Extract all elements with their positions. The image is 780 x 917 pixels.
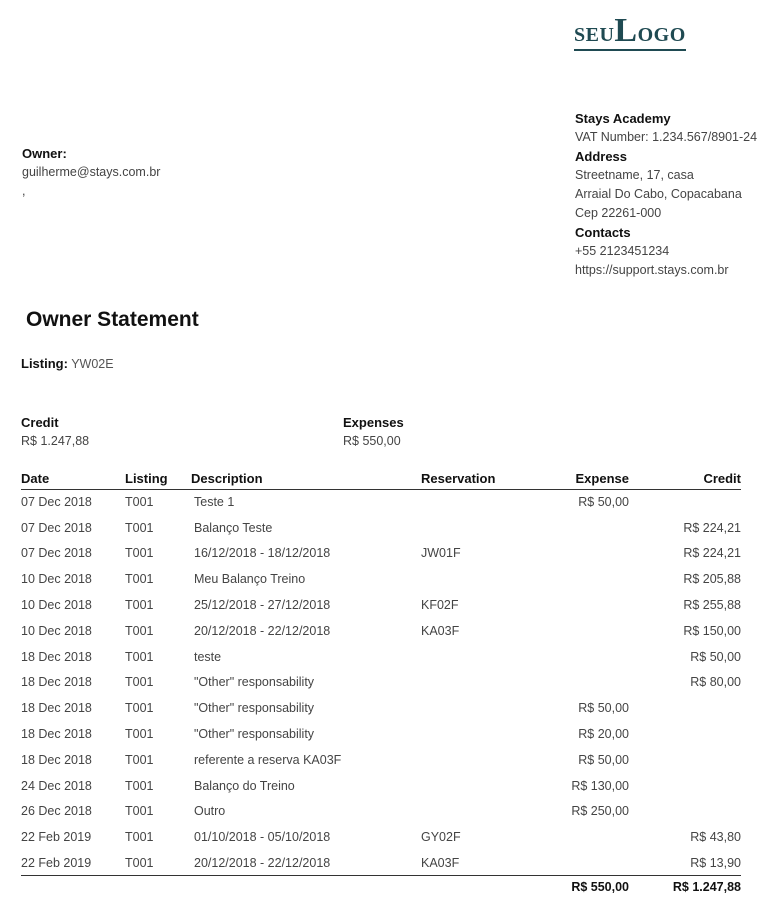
table-row <box>21 644 741 670</box>
owner-email: guilherme@stays.com.br <box>22 165 161 179</box>
table-row <box>21 695 741 721</box>
cell-expense <box>531 592 629 618</box>
cell-credit <box>629 489 741 515</box>
cell-listing: T001 <box>125 855 154 870</box>
cell-date: 07 Dec 2018 <box>21 495 92 510</box>
cell-description: Balanço Teste <box>194 520 273 535</box>
cell-listing: T001 <box>125 727 154 742</box>
table-row <box>21 799 741 825</box>
cell-credit: R$ 80,00 <box>690 675 741 690</box>
cell-expense: R$ 50,00 <box>578 495 629 510</box>
listing-value: YW02E <box>71 357 114 371</box>
cell-reservation: KA03F <box>421 855 460 870</box>
cell-date: 07 Dec 2018 <box>21 520 92 535</box>
owner-block <box>22 144 160 201</box>
cell-expense: R$ 20,00 <box>578 727 629 742</box>
table-row <box>21 824 741 850</box>
cell-date: 22 Feb 2019 <box>21 830 92 845</box>
cell-credit <box>629 799 741 825</box>
table-row <box>21 515 741 541</box>
table-row <box>21 618 741 644</box>
cell-expense <box>531 515 629 541</box>
header-reservation: Reservation <box>421 469 531 489</box>
cell-date: 18 Dec 2018 <box>21 675 92 690</box>
cell-description: Outro <box>194 804 226 819</box>
logo-text-rest: ogo <box>637 17 686 48</box>
table-header-row <box>21 469 741 489</box>
table-row <box>21 670 741 696</box>
cell-credit <box>629 747 741 773</box>
cell-credit: R$ 224,21 <box>683 546 741 561</box>
header-description: Description <box>191 469 421 489</box>
cell-reservation <box>421 566 531 592</box>
address-line-3: Cep 22261-000 <box>575 206 662 220</box>
total-expense: R$ 550,00 <box>531 876 629 898</box>
cell-reservation: KF02F <box>421 598 459 613</box>
table-row <box>21 747 741 773</box>
cell-description: referente a reserva KA03F <box>194 752 342 767</box>
cell-listing: T001 <box>125 623 154 638</box>
totals-spacer <box>191 876 421 898</box>
address-label: Address <box>575 149 628 164</box>
cell-reservation: GY02F <box>421 830 461 845</box>
header-date: Date <box>21 469 125 489</box>
cell-listing: T001 <box>125 520 154 535</box>
cell-expense <box>531 644 629 670</box>
table-row <box>21 541 741 567</box>
cell-expense <box>531 618 629 644</box>
table-body <box>21 489 741 876</box>
contact-website: https://support.stays.com.br <box>575 263 729 277</box>
cell-expense: R$ 50,00 <box>578 701 629 716</box>
credit-summary <box>21 413 89 451</box>
company-logo <box>574 14 686 51</box>
cell-credit: R$ 43,80 <box>690 830 741 845</box>
cell-credit <box>629 721 741 747</box>
cell-listing: T001 <box>125 572 154 587</box>
listing-line <box>21 356 114 371</box>
cell-reservation <box>421 489 531 515</box>
credit-summary-value: R$ 1.247,88 <box>21 434 90 448</box>
totals-spacer <box>21 876 125 898</box>
cell-expense <box>531 670 629 696</box>
cell-credit <box>629 695 741 721</box>
cell-credit <box>629 773 741 799</box>
contacts-label: Contacts <box>575 225 631 240</box>
cell-description: teste <box>194 649 222 664</box>
cell-credit: R$ 224,21 <box>683 520 741 535</box>
header-listing: Listing <box>125 469 191 489</box>
address-line-2: Arraial Do Cabo, Copacabana <box>575 187 742 201</box>
totals-spacer <box>125 876 191 898</box>
cell-date: 18 Dec 2018 <box>21 752 92 767</box>
page-title: Owner Statement <box>26 308 199 331</box>
cell-date: 24 Dec 2018 <box>21 778 92 793</box>
cell-listing: T001 <box>125 495 154 510</box>
expenses-summary-value: R$ 550,00 <box>343 434 401 448</box>
cell-date: 10 Dec 2018 <box>21 623 92 638</box>
table-row <box>21 721 741 747</box>
cell-listing: T001 <box>125 649 154 664</box>
cell-listing: T001 <box>125 598 154 613</box>
cell-reservation <box>421 515 531 541</box>
table-row <box>21 566 741 592</box>
cell-expense <box>531 850 629 876</box>
cell-credit: R$ 50,00 <box>690 649 741 664</box>
address-line-1: Streetname, 17, casa <box>575 168 694 182</box>
cell-description: Teste 1 <box>194 495 235 510</box>
totals-spacer <box>421 876 531 898</box>
cell-description: "Other" responsability <box>194 701 315 716</box>
cell-description: 20/12/2018 - 22/12/2018 <box>194 855 331 870</box>
logo-text-first: seu <box>574 17 615 48</box>
cell-listing: T001 <box>125 675 154 690</box>
cell-expense: R$ 130,00 <box>571 778 629 793</box>
cell-reservation <box>421 799 531 825</box>
cell-expense <box>531 824 629 850</box>
table-row <box>21 850 741 876</box>
cell-listing: T001 <box>125 701 154 716</box>
cell-credit: R$ 13,90 <box>690 855 741 870</box>
cell-date: 10 Dec 2018 <box>21 598 92 613</box>
expenses-summary-label: Expenses <box>343 415 404 430</box>
listing-label: Listing: <box>21 356 68 371</box>
cell-reservation: JW01F <box>421 546 461 561</box>
cell-reservation <box>421 773 531 799</box>
cell-expense: R$ 50,00 <box>578 752 629 767</box>
company-vat: VAT Number: 1.234.567/8901-24 <box>575 130 758 144</box>
cell-description: "Other" responsability <box>194 675 315 690</box>
cell-date: 26 Dec 2018 <box>21 804 92 819</box>
expenses-summary <box>343 413 404 451</box>
cell-credit: R$ 150,00 <box>683 623 741 638</box>
cell-reservation <box>421 670 531 696</box>
header-credit: Credit <box>629 469 741 489</box>
cell-date: 18 Dec 2018 <box>21 649 92 664</box>
cell-description: Balanço do Treino <box>194 778 295 793</box>
cell-date: 07 Dec 2018 <box>21 546 92 561</box>
cell-expense <box>531 566 629 592</box>
cell-description: "Other" responsability <box>194 727 315 742</box>
table-row <box>21 773 741 799</box>
cell-date: 22 Feb 2019 <box>21 855 92 870</box>
totals-row <box>21 876 741 898</box>
owner-label: Owner: <box>22 146 67 161</box>
cell-listing: T001 <box>125 752 154 767</box>
cell-description: 25/12/2018 - 27/12/2018 <box>194 598 331 613</box>
header-expense: Expense <box>531 469 629 489</box>
logo-text-initial: L <box>614 12 638 49</box>
cell-expense: R$ 250,00 <box>571 804 629 819</box>
cell-description: Meu Balanço Treino <box>194 572 306 587</box>
cell-listing: T001 <box>125 804 154 819</box>
cell-date: 18 Dec 2018 <box>21 727 92 742</box>
owner-extra: , <box>22 184 26 198</box>
cell-credit: R$ 255,88 <box>683 598 741 613</box>
cell-listing: T001 <box>125 778 154 793</box>
cell-listing: T001 <box>125 830 154 845</box>
contact-phone: +55 2123451234 <box>575 244 670 258</box>
credit-summary-label: Credit <box>21 415 59 430</box>
cell-description: 01/10/2018 - 05/10/2018 <box>194 830 331 845</box>
cell-listing: T001 <box>125 546 154 561</box>
table-row <box>21 592 741 618</box>
cell-description: 20/12/2018 - 22/12/2018 <box>194 623 331 638</box>
cell-reservation <box>421 695 531 721</box>
cell-credit: R$ 205,88 <box>683 572 741 587</box>
cell-date: 18 Dec 2018 <box>21 701 92 716</box>
table-row <box>21 489 741 515</box>
cell-expense <box>531 541 629 567</box>
company-name: Stays Academy <box>575 111 671 126</box>
statement-table <box>21 469 741 898</box>
company-block <box>575 109 757 280</box>
cell-reservation <box>421 721 531 747</box>
cell-reservation: KA03F <box>421 623 460 638</box>
cell-description: 16/12/2018 - 18/12/2018 <box>194 546 331 561</box>
cell-reservation <box>421 747 531 773</box>
cell-reservation <box>421 644 531 670</box>
cell-date: 10 Dec 2018 <box>21 572 92 587</box>
total-credit: R$ 1.247,88 <box>629 876 741 898</box>
